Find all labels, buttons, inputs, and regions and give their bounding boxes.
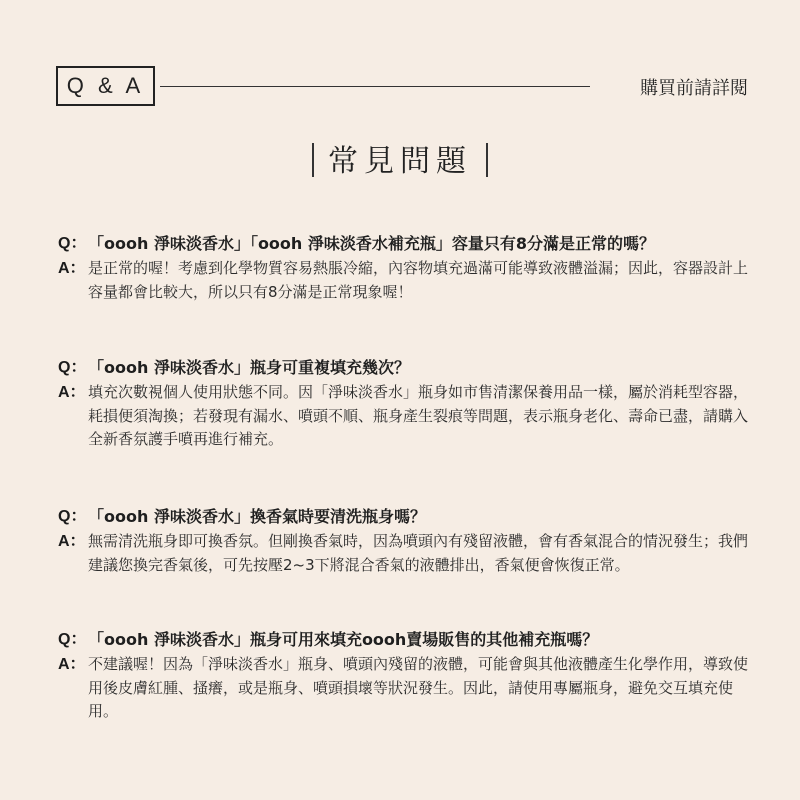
question-text: 「oooh 淨味淡香水」「oooh 淨味淡香水補充瓶」容量只有8分滿是正常的嗎？: [88, 234, 656, 253]
answer-text: 是正常的喔！考慮到化學物質容易熱脹冷縮，內容物填充過滿可能導致液體溢漏；因此，容器設計上容量都會比較大，所以只有8分滿是正常現象喔！: [88, 259, 749, 301]
faq-item: [58, 627, 758, 724]
header-note: 購買前請詳閱: [640, 78, 748, 99]
title-bar-left: [312, 143, 314, 177]
qa-badge: Q & A: [56, 66, 155, 106]
question-marker: Q：: [58, 631, 87, 648]
answer-text: 無需清洗瓶身即可換香氛。但剛換香氣時，因為噴頭內有殘留液體，會有香氣混合的情況發生；我們建議您換完香氣後，可先按壓2~3下將混合香氣的液體排出，香氣便會恢復正常。: [88, 532, 749, 574]
question-marker: Q：: [58, 359, 87, 376]
question-text: 「oooh 淨味淡香水」換香氣時要清洗瓶身嗎？: [88, 507, 426, 526]
title-bar-right: [486, 143, 488, 177]
faq-item: [58, 231, 758, 304]
answer-marker: A：: [58, 384, 86, 401]
header-divider: [160, 86, 590, 87]
answer-marker: A：: [58, 533, 86, 550]
question-marker: Q：: [58, 508, 87, 525]
qa-header: [56, 66, 748, 108]
faq-item: [58, 355, 758, 452]
faq-item: [58, 504, 758, 577]
answer-marker: A：: [58, 656, 86, 673]
question-marker: Q：: [58, 235, 87, 252]
answer-marker: A：: [58, 260, 86, 277]
page-title-text: 常見問題: [328, 144, 472, 179]
question-text: 「oooh 淨味淡香水」瓶身可用來填充oooh賣場販售的其他補充瓶嗎？: [88, 630, 599, 649]
answer-text: 不建議喔！因為「淨味淡香水」瓶身、噴頭內殘留的液體，可能會與其他液體產生化學作用，導致使用後皮膚紅腫、搔癢，或是瓶身、噴頭損壞等狀況發生。因此，請使用專屬瓶身，避免交互填充使用。: [88, 655, 749, 720]
question-text: 「oooh 淨味淡香水」瓶身可重複填充幾次？: [88, 358, 410, 377]
page-title: [0, 136, 800, 180]
answer-text: 填充次數視個人使用狀態不同。因「淨味淡香水」瓶身如市售清潔保養用品一樣，屬於消耗型容器，耗損便須淘換；若發現有漏水、噴頭不順、瓶身產生裂痕等問題，表示瓶身老化、壽命已盡，請購入全新香氛護手噴再進行補充。: [88, 383, 749, 448]
